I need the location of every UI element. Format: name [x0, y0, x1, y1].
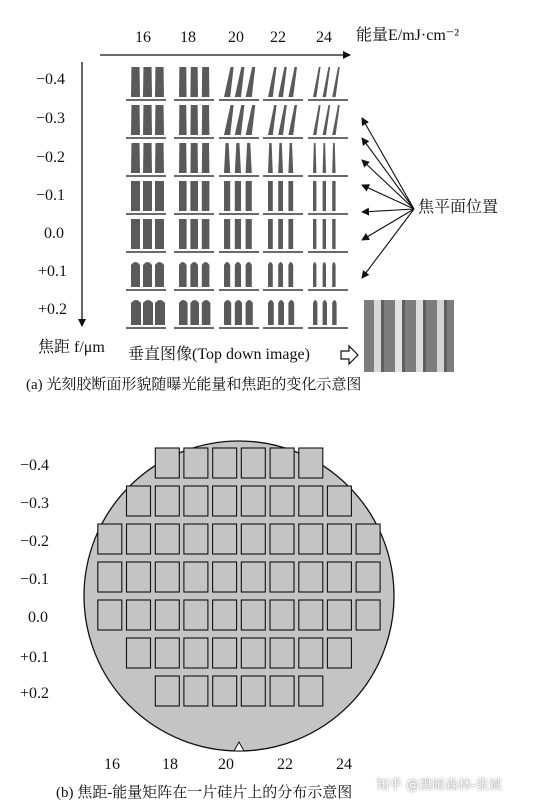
resist-profile-cell [126, 262, 166, 290]
resist-line [224, 219, 230, 249]
hollow-arrow-right-icon [341, 346, 358, 364]
resist-line [268, 105, 277, 135]
die-cell [213, 638, 237, 668]
caption-b: (b) 焦距-能量矩阵在一片硅片上的分布示意图 [56, 785, 353, 801]
die-cell [270, 448, 294, 478]
resist-line [268, 262, 273, 287]
resist-profile-cell [219, 143, 259, 176]
resist-line [155, 262, 164, 287]
die-cell [184, 562, 208, 592]
die-cell [327, 524, 351, 554]
resist-line [246, 67, 256, 97]
resist-line [332, 143, 335, 173]
energy-tick-16: 16 [135, 29, 151, 46]
die-cell [213, 562, 237, 592]
die-cell [241, 448, 265, 478]
die-cell [184, 638, 208, 668]
energy-tick-20: 20 [228, 29, 244, 46]
resist-line [278, 300, 284, 325]
resist-line [143, 219, 152, 249]
die-cell [270, 638, 294, 668]
resist-line [246, 262, 252, 287]
resist-profile-cell [174, 219, 214, 252]
resist-line [332, 219, 335, 249]
die-cell [213, 600, 237, 630]
resist-line [268, 219, 273, 249]
energy-tick-22: 22 [270, 29, 286, 46]
resist-line [235, 67, 245, 97]
die-cell [98, 600, 122, 630]
resist-line [246, 219, 252, 249]
wafer-focus-tick-minus-0-4: −0.4 [20, 457, 50, 474]
resist-line [278, 143, 283, 173]
resist-line [278, 262, 283, 287]
watermark: 知乎 @黑暗森林-张斌 [376, 778, 502, 793]
die-cell [299, 524, 323, 554]
die-cell [270, 562, 294, 592]
resist-line [155, 219, 164, 249]
die-cell [356, 562, 380, 592]
resist-line [332, 105, 340, 135]
wafer-energy-tick-16: 16 [104, 756, 120, 773]
wafer-focus-tick-minus-0-3: −0.3 [20, 495, 50, 512]
resist-line [143, 262, 152, 287]
die-cell [127, 524, 151, 554]
resist-line [202, 67, 210, 97]
die-cell [270, 676, 294, 706]
resist-line [288, 67, 297, 97]
resist-line [143, 181, 152, 211]
die-cell [213, 676, 237, 706]
resist-profile-cell [263, 105, 303, 138]
resist-line [288, 300, 294, 325]
resist-line [235, 181, 241, 211]
resist-line [155, 143, 164, 173]
resist-line [202, 143, 210, 173]
resist-line [155, 300, 165, 325]
die-cell [299, 676, 323, 706]
resist-profile-cell [263, 181, 303, 214]
resist-line [224, 143, 230, 173]
resist-line [268, 300, 274, 325]
resist-line [288, 262, 293, 287]
top-down-label: 垂直图像(Top down image) [128, 346, 310, 363]
resist-line [143, 143, 152, 173]
resist-profile-cell [263, 262, 303, 290]
resist-line [288, 143, 293, 173]
wafer-energy-tick-20: 20 [218, 756, 234, 773]
resist-profile-cell [308, 300, 348, 328]
resist-line [313, 219, 316, 249]
focus-axis-label: 焦距 f/μm [38, 339, 105, 356]
resist-line [268, 67, 277, 97]
die-cell [299, 600, 323, 630]
die-cell [241, 524, 265, 554]
focus-tick-0-0: 0.0 [44, 225, 64, 242]
resist-line [224, 105, 234, 135]
resist-profile-cell [308, 219, 348, 252]
resist-line [143, 105, 152, 135]
resist-line [190, 143, 198, 173]
resist-line [288, 181, 293, 211]
resist-line [131, 143, 140, 173]
die-cell [213, 448, 237, 478]
resist-line [332, 262, 335, 287]
die-cell [127, 486, 151, 516]
resist-line [235, 105, 245, 135]
resist-line [143, 67, 152, 97]
resist-line [332, 300, 336, 325]
focal-plane-pointers [362, 118, 414, 278]
wafer-focus-tick-minus-0-1: −0.1 [20, 571, 50, 588]
resist-profile-cell [263, 143, 303, 176]
die-cell [184, 524, 208, 554]
focal-plane-pointer-arrow [362, 118, 414, 209]
resist-profiles-grid [126, 67, 348, 328]
wafer-energy-tick-24: 24 [336, 756, 352, 773]
die-cell [127, 562, 151, 592]
die-cell [155, 448, 179, 478]
resist-line [190, 300, 199, 325]
resist-line [179, 181, 187, 211]
die-cell [299, 562, 323, 592]
resist-line [190, 181, 198, 211]
resist-profile-cell [219, 105, 259, 138]
resist-line [313, 300, 317, 325]
die-cell [299, 448, 323, 478]
die-cell [184, 486, 208, 516]
resist-line [235, 300, 242, 325]
resist-line [323, 105, 331, 135]
resist-line [332, 181, 335, 211]
focal-plane-label: 焦平面位置 [418, 199, 499, 216]
resist-line [190, 219, 198, 249]
resist-line [190, 262, 198, 287]
focal-plane-pointer-arrow [362, 209, 414, 212]
resist-profile-cell [219, 67, 259, 100]
top-down-sem-image [364, 300, 454, 372]
die-cell [155, 638, 179, 668]
resist-profile-cell [263, 219, 303, 252]
resist-line [155, 67, 164, 97]
focus-tick-minus-0-2: −0.2 [36, 149, 66, 166]
resist-profile-cell [219, 219, 259, 252]
focal-plane-pointer-arrow [362, 209, 414, 240]
die-cell [155, 524, 179, 554]
resist-line [202, 300, 211, 325]
resist-line [323, 300, 327, 325]
resist-line [202, 105, 210, 135]
die-cell [98, 524, 122, 554]
resist-profile-cell [219, 262, 259, 290]
resist-line [179, 67, 187, 97]
energy-tick-24: 24 [316, 29, 332, 46]
die-cell [184, 676, 208, 706]
resist-line [224, 300, 231, 325]
focus-tick-minus-0-3: −0.3 [36, 110, 66, 127]
die-cell [327, 486, 351, 516]
resist-line [155, 105, 164, 135]
focus-tick-plus-0-1: +0.1 [38, 263, 68, 280]
focus-tick-plus-0-2: +0.2 [38, 301, 68, 318]
die-cell [270, 600, 294, 630]
resist-line [246, 181, 252, 211]
die-cell [241, 638, 265, 668]
resist-line [224, 181, 230, 211]
resist-line [131, 105, 140, 135]
die-cell [213, 486, 237, 516]
resist-line [313, 67, 321, 97]
resist-line [190, 67, 198, 97]
resist-line [313, 143, 316, 173]
resist-profile-cell [219, 181, 259, 214]
die-cell [270, 524, 294, 554]
die-cell [155, 562, 179, 592]
die-cell [127, 600, 151, 630]
resist-line [278, 67, 287, 97]
resist-line [131, 219, 140, 249]
die-cell [155, 676, 179, 706]
resist-line [235, 219, 241, 249]
die-cell [241, 600, 265, 630]
resist-profile-cell [126, 181, 166, 214]
resist-line [323, 181, 326, 211]
resist-line [323, 67, 331, 97]
focal-plane-pointer-arrow [362, 209, 414, 278]
resist-line [278, 181, 283, 211]
wafer-focus-tick-0-0: 0.0 [28, 609, 48, 626]
die-cell [184, 448, 208, 478]
resist-line [179, 219, 187, 249]
resist-profile-cell [126, 300, 166, 328]
resist-profile-cell [308, 262, 348, 290]
caption-a: (a) 光刻胶断面形貌随曝光能量和焦距的变化示意图 [26, 377, 362, 393]
resist-line [323, 219, 326, 249]
die-cell [270, 486, 294, 516]
resist-profile-cell [308, 105, 348, 138]
resist-line [235, 143, 241, 173]
resist-profile-cell [174, 300, 214, 328]
resist-line [323, 262, 326, 287]
resist-line [268, 181, 273, 211]
die-cell [127, 638, 151, 668]
die-cell [155, 486, 179, 516]
resist-profile-cell [126, 105, 166, 138]
resist-line [313, 262, 316, 287]
die-cell [327, 600, 351, 630]
resist-profile-cell [174, 262, 214, 290]
resist-profile-cell [174, 181, 214, 214]
wafer-energy-tick-18: 18 [162, 756, 178, 773]
die-cell [213, 524, 237, 554]
resist-line [179, 262, 187, 287]
resist-line [288, 219, 293, 249]
resist-line [278, 219, 283, 249]
die-cell [184, 600, 208, 630]
energy-tick-18: 18 [180, 29, 196, 46]
resist-line [155, 181, 164, 211]
focus-tick-minus-0-1: −0.1 [36, 187, 66, 204]
resist-line [131, 181, 140, 211]
energy-axis-label: 能量E/mJ·cm⁻² [356, 27, 460, 44]
resist-line [131, 262, 140, 287]
resist-line [235, 262, 241, 287]
resist-profile-cell [308, 143, 348, 176]
wafer-focus-tick-plus-0-1: +0.1 [20, 649, 50, 666]
resist-profile-cell [308, 67, 348, 100]
die-cell [299, 638, 323, 668]
focal-plane-pointer-arrow [362, 185, 414, 209]
resist-line [224, 262, 230, 287]
resist-profile-cell [219, 300, 259, 328]
resist-line [131, 300, 141, 325]
resist-profile-cell [263, 300, 303, 328]
resist-line [278, 105, 287, 135]
resist-line [190, 105, 198, 135]
die-cell [356, 600, 380, 630]
focal-plane-pointer-arrow [362, 160, 414, 209]
die-cell [241, 486, 265, 516]
resist-line [131, 67, 140, 97]
resist-line [202, 181, 210, 211]
resist-profile-cell [126, 219, 166, 252]
resist-line [332, 67, 340, 97]
die-cell [155, 600, 179, 630]
resist-line [288, 105, 297, 135]
resist-profile-cell [174, 105, 214, 138]
resist-line [246, 300, 253, 325]
resist-line [323, 143, 326, 173]
resist-line [202, 219, 210, 249]
die-cell [241, 676, 265, 706]
focal-plane-pointer-arrow [362, 138, 414, 209]
die-cell [356, 524, 380, 554]
resist-line [179, 105, 187, 135]
die-cell [241, 562, 265, 592]
resist-line [224, 67, 234, 97]
die-cell [327, 562, 351, 592]
wafer-energy-tick-22: 22 [277, 756, 293, 773]
resist-line [246, 143, 252, 173]
resist-profile-cell [174, 143, 214, 176]
resist-profile-cell [308, 181, 348, 214]
die-cell [299, 486, 323, 516]
resist-line [202, 262, 210, 287]
wafer-focus-tick-minus-0-2: −0.2 [20, 533, 50, 550]
resist-line [143, 300, 153, 325]
wafer-focus-tick-plus-0-2: +0.2 [20, 685, 50, 702]
die-cell [98, 562, 122, 592]
focus-tick-minus-0-4: −0.4 [36, 71, 66, 88]
resist-profile-cell [126, 143, 166, 176]
resist-profile-cell [174, 67, 214, 100]
resist-line [246, 105, 256, 135]
resist-profile-cell [126, 67, 166, 100]
resist-line [268, 143, 273, 173]
resist-line [179, 143, 187, 173]
resist-line [179, 300, 188, 325]
resist-line [313, 181, 316, 211]
resist-line [313, 105, 321, 135]
die-cell [327, 638, 351, 668]
resist-profile-cell [263, 67, 303, 100]
